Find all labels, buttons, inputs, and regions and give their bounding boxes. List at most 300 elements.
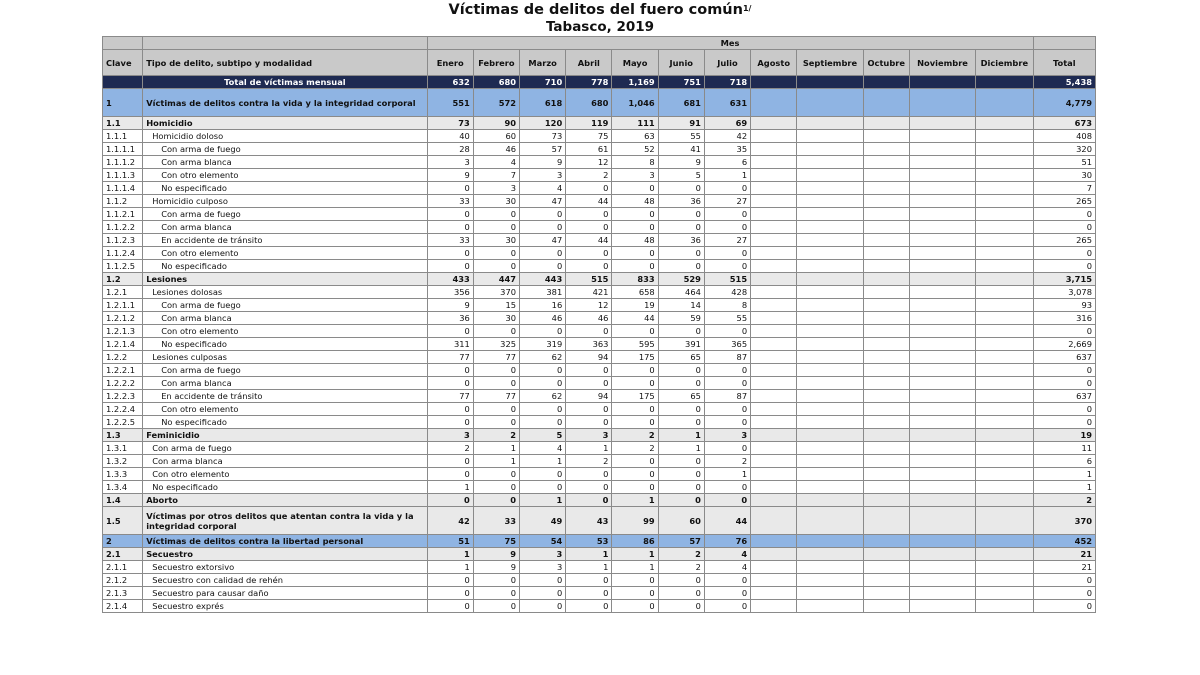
row-month-empty xyxy=(797,561,863,574)
row-month-value: 1 xyxy=(612,494,658,507)
row-month-empty xyxy=(976,130,1033,143)
row-clave: 1.1.1.1 xyxy=(103,143,143,156)
row-month-empty xyxy=(797,403,863,416)
row-month-empty xyxy=(909,76,975,89)
row-tipo: Secuestro con calidad de rehén xyxy=(143,574,427,587)
header-month: Julio xyxy=(704,50,750,76)
row-month-empty xyxy=(976,182,1033,195)
row-month-value: 0 xyxy=(473,494,519,507)
row-month-empty xyxy=(976,273,1033,286)
row-month-value: 33 xyxy=(427,234,473,247)
row-month-empty xyxy=(751,130,797,143)
row-month-empty xyxy=(863,117,909,130)
row-month-value: 0 xyxy=(473,208,519,221)
row-month-empty xyxy=(976,587,1033,600)
row-clave: 1.2.2.1 xyxy=(103,364,143,377)
table-row xyxy=(103,587,1096,600)
row-month-value: 0 xyxy=(473,247,519,260)
table-row xyxy=(103,325,1096,338)
row-month-empty xyxy=(976,494,1033,507)
row-clave: 1.4 xyxy=(103,494,143,507)
row-month-value: 0 xyxy=(658,208,704,221)
row-month-value: 16 xyxy=(520,299,566,312)
row-month-empty xyxy=(797,143,863,156)
row-month-value: 0 xyxy=(612,574,658,587)
row-month-value: 69 xyxy=(704,117,750,130)
row-month-value: 1 xyxy=(566,442,612,455)
row-month-value: 0 xyxy=(658,364,704,377)
row-tipo: Lesiones xyxy=(143,273,427,286)
header-month: Mayo xyxy=(612,50,658,76)
row-month-empty xyxy=(797,286,863,299)
row-month-empty xyxy=(909,234,975,247)
document-title: Víctimas de delitos del fuero común$^{1/}$ xyxy=(448,2,752,18)
row-month-empty xyxy=(909,208,975,221)
header-month: Marzo xyxy=(520,50,566,76)
row-month-value: 0 xyxy=(566,481,612,494)
row-clave: 1.1 xyxy=(103,117,143,130)
row-total: 3,715 xyxy=(1033,273,1095,286)
row-month-value: 1 xyxy=(566,548,612,561)
row-month-empty xyxy=(751,260,797,273)
row-month-value: 0 xyxy=(658,481,704,494)
row-clave: 1.1.1.2 xyxy=(103,156,143,169)
row-month-empty xyxy=(863,247,909,260)
row-clave xyxy=(103,76,143,89)
row-month-empty xyxy=(976,390,1033,403)
row-month-value: 370 xyxy=(473,286,519,299)
row-tipo: No especificado xyxy=(143,416,427,429)
row-month-value: 464 xyxy=(658,286,704,299)
row-month-empty xyxy=(863,455,909,468)
row-total: 0 xyxy=(1033,403,1095,416)
row-month-value: 0 xyxy=(612,377,658,390)
row-month-value: 529 xyxy=(658,273,704,286)
row-month-empty xyxy=(751,403,797,416)
row-month-empty xyxy=(863,364,909,377)
row-month-value: 0 xyxy=(473,468,519,481)
row-clave: 1.2.1.3 xyxy=(103,325,143,338)
row-clave: 1.2.2.5 xyxy=(103,416,143,429)
row-month-empty xyxy=(797,76,863,89)
row-month-value: 1 xyxy=(704,468,750,481)
row-month-value: 0 xyxy=(520,208,566,221)
row-month-value: 0 xyxy=(566,600,612,613)
header-month: Octubre xyxy=(863,50,909,76)
row-month-value: 36 xyxy=(658,234,704,247)
row-month-value: 0 xyxy=(658,494,704,507)
row-clave: 1.1.2.1 xyxy=(103,208,143,221)
row-month-value: 0 xyxy=(704,377,750,390)
row-month-value: 3 xyxy=(427,156,473,169)
row-month-empty xyxy=(863,234,909,247)
row-month-value: 33 xyxy=(427,195,473,208)
row-clave: 1.1.2.2 xyxy=(103,221,143,234)
row-tipo: No especificado xyxy=(143,338,427,351)
row-month-value: 0 xyxy=(473,260,519,273)
row-month-empty xyxy=(863,351,909,364)
row-month-value: 0 xyxy=(427,574,473,587)
row-month-empty xyxy=(976,169,1033,182)
row-month-value: 3 xyxy=(612,169,658,182)
row-total: 51 xyxy=(1033,156,1095,169)
row-month-value: 778 xyxy=(566,76,612,89)
row-month-value: 57 xyxy=(658,535,704,548)
row-month-empty xyxy=(909,574,975,587)
row-month-value: 63 xyxy=(612,130,658,143)
row-total: 11 xyxy=(1033,442,1095,455)
row-month-value: 0 xyxy=(427,325,473,338)
row-month-value: 47 xyxy=(520,234,566,247)
table-row xyxy=(103,299,1096,312)
row-month-value: 53 xyxy=(566,535,612,548)
row-month-value: 0 xyxy=(520,221,566,234)
row-tipo: Con arma blanca xyxy=(143,377,427,390)
row-month-value: 0 xyxy=(473,403,519,416)
table-row xyxy=(103,455,1096,468)
row-tipo: No especificado xyxy=(143,182,427,195)
row-month-empty xyxy=(976,286,1033,299)
row-month-empty xyxy=(751,535,797,548)
row-month-empty xyxy=(863,377,909,390)
row-month-value: 0 xyxy=(566,260,612,273)
row-month-empty xyxy=(751,587,797,600)
row-month-value: 0 xyxy=(520,574,566,587)
row-month-empty xyxy=(909,442,975,455)
row-month-empty xyxy=(797,156,863,169)
row-month-value: 0 xyxy=(427,260,473,273)
row-month-value: 4 xyxy=(520,182,566,195)
row-total: 673 xyxy=(1033,117,1095,130)
row-month-value: 60 xyxy=(473,130,519,143)
row-month-empty xyxy=(863,442,909,455)
row-total: 1 xyxy=(1033,468,1095,481)
row-month-value: 0 xyxy=(566,325,612,338)
row-month-empty xyxy=(751,182,797,195)
row-month-empty xyxy=(751,208,797,221)
row-month-empty xyxy=(797,442,863,455)
row-month-empty xyxy=(909,429,975,442)
row-month-value: 30 xyxy=(473,195,519,208)
table-row xyxy=(103,182,1096,195)
row-month-empty xyxy=(909,351,975,364)
row-month-value: 8 xyxy=(612,156,658,169)
row-clave: 1.1.2.5 xyxy=(103,260,143,273)
row-month-empty xyxy=(797,325,863,338)
row-month-empty xyxy=(751,429,797,442)
row-month-empty xyxy=(909,494,975,507)
row-clave: 1.1.1.4 xyxy=(103,182,143,195)
row-month-value: 15 xyxy=(473,299,519,312)
row-month-value: 0 xyxy=(520,247,566,260)
row-month-value: 0 xyxy=(658,221,704,234)
row-month-value: 7 xyxy=(473,169,519,182)
row-month-empty xyxy=(751,377,797,390)
table-row xyxy=(103,156,1096,169)
row-month-empty xyxy=(909,390,975,403)
row-month-empty xyxy=(976,117,1033,130)
row-tipo: Total de víctimas mensual xyxy=(143,76,427,89)
row-month-value: 51 xyxy=(427,535,473,548)
row-month-value: 710 xyxy=(520,76,566,89)
row-month-value: 0 xyxy=(520,260,566,273)
row-month-empty xyxy=(976,377,1033,390)
row-month-empty xyxy=(751,247,797,260)
row-month-empty xyxy=(976,468,1033,481)
row-tipo: En accidente de tránsito xyxy=(143,390,427,403)
row-month-value: 515 xyxy=(704,273,750,286)
row-month-value: 86 xyxy=(612,535,658,548)
row-tipo: Homicidio xyxy=(143,117,427,130)
table-row xyxy=(103,403,1096,416)
row-month-empty xyxy=(751,494,797,507)
row-month-value: 0 xyxy=(427,182,473,195)
row-month-value: 90 xyxy=(473,117,519,130)
table-row xyxy=(103,221,1096,234)
row-month-empty xyxy=(863,89,909,117)
row-month-value: 391 xyxy=(658,338,704,351)
row-month-value: 311 xyxy=(427,338,473,351)
row-month-value: 59 xyxy=(658,312,704,325)
row-total: 0 xyxy=(1033,587,1095,600)
row-tipo: Homicidio culposo xyxy=(143,195,427,208)
row-month-value: 0 xyxy=(658,468,704,481)
row-month-value: 833 xyxy=(612,273,658,286)
row-month-value: 91 xyxy=(658,117,704,130)
row-month-value: 0 xyxy=(427,403,473,416)
table-header-row xyxy=(103,50,1096,76)
row-month-empty xyxy=(909,195,975,208)
row-month-value: 75 xyxy=(473,535,519,548)
row-month-value: 751 xyxy=(658,76,704,89)
row-tipo: Secuestro xyxy=(143,548,427,561)
row-month-value: 0 xyxy=(658,325,704,338)
row-month-empty xyxy=(863,143,909,156)
row-clave: 1.2.1.1 xyxy=(103,299,143,312)
header-month: Febrero xyxy=(473,50,519,76)
row-month-value: 1 xyxy=(427,561,473,574)
row-total: 2 xyxy=(1033,494,1095,507)
row-month-value: 0 xyxy=(427,455,473,468)
table-row xyxy=(103,535,1096,548)
row-total: 19 xyxy=(1033,429,1095,442)
row-month-value: 551 xyxy=(427,89,473,117)
row-month-empty xyxy=(863,130,909,143)
row-month-value: 43 xyxy=(566,507,612,535)
row-tipo: Secuestro para causar daño xyxy=(143,587,427,600)
row-tipo: Homicidio doloso xyxy=(143,130,427,143)
row-tipo: No especificado xyxy=(143,481,427,494)
row-month-value: 87 xyxy=(704,351,750,364)
row-month-empty xyxy=(797,234,863,247)
header-blank-tipo xyxy=(143,37,427,50)
row-total: 7 xyxy=(1033,182,1095,195)
header-tipo: Tipo de delito, subtipo y modalidad xyxy=(143,50,427,76)
row-total: 0 xyxy=(1033,364,1095,377)
row-month-value: 62 xyxy=(520,390,566,403)
row-month-empty xyxy=(751,481,797,494)
row-month-empty xyxy=(909,507,975,535)
row-month-value: 175 xyxy=(612,390,658,403)
row-month-empty xyxy=(863,429,909,442)
row-month-value: 0 xyxy=(566,574,612,587)
row-month-value: 0 xyxy=(427,600,473,613)
row-month-value: 2 xyxy=(704,455,750,468)
row-month-value: 77 xyxy=(473,351,519,364)
row-clave: 1.5 xyxy=(103,507,143,535)
row-month-value: 0 xyxy=(658,403,704,416)
row-month-empty xyxy=(863,286,909,299)
row-month-value: 0 xyxy=(566,364,612,377)
table-header-row-mes xyxy=(103,37,1096,50)
row-month-value: 618 xyxy=(520,89,566,117)
row-month-value: 1 xyxy=(520,455,566,468)
row-month-value: 46 xyxy=(566,312,612,325)
row-month-value: 0 xyxy=(427,377,473,390)
row-month-value: 2 xyxy=(612,442,658,455)
row-tipo: Con otro elemento xyxy=(143,247,427,260)
row-month-value: 0 xyxy=(704,247,750,260)
row-month-value: 0 xyxy=(520,587,566,600)
row-month-empty xyxy=(976,481,1033,494)
row-tipo: Secuestro exprés xyxy=(143,600,427,613)
row-tipo: Víctimas de delitos contra la vida y la integridad corporal xyxy=(143,89,427,117)
row-month-value: 35 xyxy=(704,143,750,156)
row-month-value: 0 xyxy=(473,416,519,429)
row-month-empty xyxy=(976,455,1033,468)
row-month-empty xyxy=(863,299,909,312)
row-month-value: 99 xyxy=(612,507,658,535)
row-month-empty xyxy=(976,247,1033,260)
row-month-empty xyxy=(751,143,797,156)
row-month-value: 1 xyxy=(704,169,750,182)
row-tipo: Aborto xyxy=(143,494,427,507)
row-total: 2,669 xyxy=(1033,338,1095,351)
row-month-empty xyxy=(909,221,975,234)
row-clave: 2.1.2 xyxy=(103,574,143,587)
row-month-value: 325 xyxy=(473,338,519,351)
row-month-value: 0 xyxy=(566,416,612,429)
row-month-value: 3 xyxy=(520,548,566,561)
row-month-value: 0 xyxy=(704,208,750,221)
row-month-empty xyxy=(909,481,975,494)
row-month-value: 30 xyxy=(473,312,519,325)
row-month-value: 1 xyxy=(473,442,519,455)
row-month-empty xyxy=(751,416,797,429)
row-month-empty xyxy=(909,338,975,351)
row-month-value: 12 xyxy=(566,156,612,169)
row-month-empty xyxy=(976,403,1033,416)
row-month-value: 46 xyxy=(520,312,566,325)
title-footnote: 1/ xyxy=(742,4,752,13)
row-month-value: 0 xyxy=(473,364,519,377)
row-tipo: Con arma blanca xyxy=(143,455,427,468)
row-month-value: 0 xyxy=(566,377,612,390)
row-total: 93 xyxy=(1033,299,1095,312)
row-month-empty xyxy=(976,338,1033,351)
row-month-empty xyxy=(976,325,1033,338)
row-month-value: 0 xyxy=(612,364,658,377)
row-total: 637 xyxy=(1033,390,1095,403)
row-month-value: 0 xyxy=(566,221,612,234)
row-month-value: 631 xyxy=(704,89,750,117)
row-total: 637 xyxy=(1033,351,1095,364)
row-tipo: Con arma de fuego xyxy=(143,143,427,156)
row-month-empty xyxy=(797,169,863,182)
row-month-value: 19 xyxy=(612,299,658,312)
row-month-empty xyxy=(909,455,975,468)
row-month-value: 36 xyxy=(427,312,473,325)
row-month-empty xyxy=(863,182,909,195)
row-month-empty xyxy=(976,208,1033,221)
row-tipo: Lesiones dolosas xyxy=(143,286,427,299)
row-month-empty xyxy=(751,156,797,169)
row-month-value: 680 xyxy=(566,89,612,117)
row-month-value: 0 xyxy=(704,221,750,234)
row-month-empty xyxy=(797,208,863,221)
row-month-empty xyxy=(863,481,909,494)
row-month-value: 5 xyxy=(520,429,566,442)
row-month-value: 3 xyxy=(427,429,473,442)
row-month-value: 3 xyxy=(520,169,566,182)
table-row xyxy=(103,195,1096,208)
row-month-value: 0 xyxy=(612,260,658,273)
row-month-value: 0 xyxy=(566,247,612,260)
row-total: 4,779 xyxy=(1033,89,1095,117)
table-row xyxy=(103,208,1096,221)
header-clave: Clave xyxy=(103,50,143,76)
row-month-empty xyxy=(909,260,975,273)
header-blank-total xyxy=(1033,37,1095,50)
row-month-empty xyxy=(976,156,1033,169)
row-total: 21 xyxy=(1033,561,1095,574)
row-month-empty xyxy=(909,89,975,117)
row-month-empty xyxy=(797,600,863,613)
document-subtitle: Tabasco, 2019 xyxy=(545,19,655,35)
row-total: 0 xyxy=(1033,247,1095,260)
table-row xyxy=(103,89,1096,117)
row-month-value: 0 xyxy=(612,481,658,494)
row-month-value: 27 xyxy=(704,195,750,208)
row-month-empty xyxy=(863,535,909,548)
row-month-value: 443 xyxy=(520,273,566,286)
row-month-value: 0 xyxy=(520,600,566,613)
row-month-empty xyxy=(797,507,863,535)
row-month-value: 36 xyxy=(658,195,704,208)
row-month-empty xyxy=(909,600,975,613)
row-clave: 1.1.1 xyxy=(103,130,143,143)
row-month-value: 0 xyxy=(427,208,473,221)
row-total: 21 xyxy=(1033,548,1095,561)
row-month-value: 65 xyxy=(658,390,704,403)
table-row xyxy=(103,390,1096,403)
row-month-value: 111 xyxy=(612,117,658,130)
row-month-empty xyxy=(863,507,909,535)
row-month-value: 4 xyxy=(520,442,566,455)
table-row xyxy=(103,364,1096,377)
row-month-value: 381 xyxy=(520,286,566,299)
table-row xyxy=(103,494,1096,507)
row-month-value: 0 xyxy=(520,377,566,390)
row-month-value: 0 xyxy=(612,182,658,195)
row-month-empty xyxy=(751,548,797,561)
row-month-empty xyxy=(797,182,863,195)
row-month-empty xyxy=(797,587,863,600)
row-month-empty xyxy=(797,221,863,234)
row-clave: 1.2.1.4 xyxy=(103,338,143,351)
table-body xyxy=(103,76,1096,613)
row-month-value: 595 xyxy=(612,338,658,351)
